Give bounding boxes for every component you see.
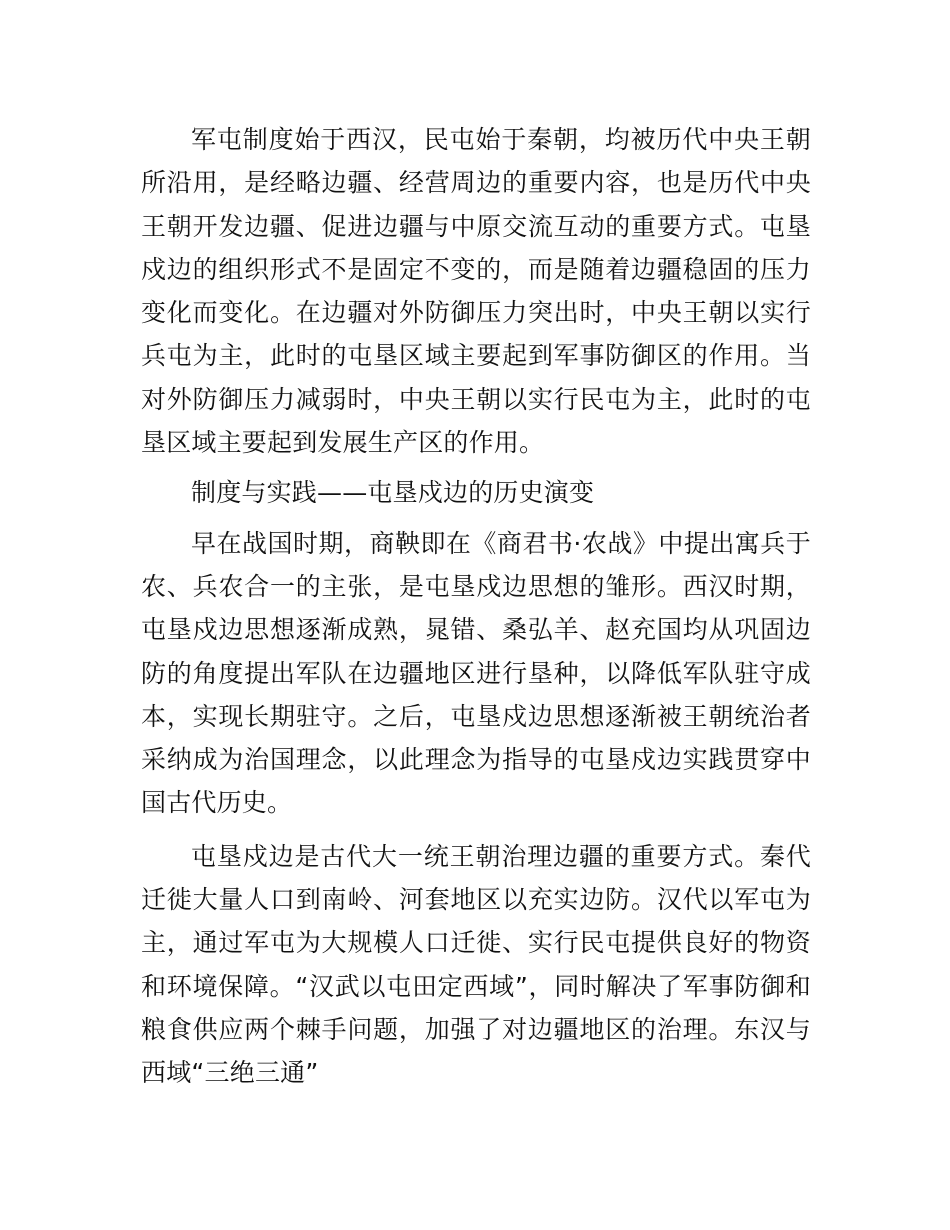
paragraph-intro: 军屯制度始于西汉，民屯始于秦朝，均被历代中央王朝所沿用，是经略边疆、经营周边的重要内容，也是历代中央王朝开发边疆、促进边疆与中原交流互动的重要方式。屯垦戍边的组织形式不是固定不变的，而是随着边疆稳固的压力变化而变化。在边疆对外防御压力突出时，中央王朝以实行兵屯为主，此时的屯垦区域主要起到军事防御区的作用。当对外防御压力减弱时，中央王朝以实行民屯为主，此时的屯垦区域主要起到发展生产区的作用。	[141, 125, 811, 458]
paragraph-unified-dynasties: 屯垦戍边是古代大一统王朝治理边疆的重要方式。秦代迁徙大量人口到南岭、河套地区以充实边防。汉代以军屯为主，通过军屯为大规模人口迁徙、实行民屯提供良好的物资和环境保障。“汉武以屯田定西域”，同时解决了军事防御和粮食供应两个棘手问题，加强了对边疆地区的治理。东汉与西域“三绝三通”	[141, 841, 811, 1088]
document-page	[141, 118, 811, 1095]
paragraph-warring-states: 早在战国时期，商鞅即在《商君书·农战》中提出寓兵于农、兵农合一的主张，是屯垦戍边思想的雏形。西汉时期，屯垦戍边思想逐渐成熟，晁错、桑弘羊、赵充国均从巩固边防的角度提出军队在边疆地区进行垦种，以降低军队驻守成本，实现长期驻守。之后，屯垦戍边思想逐渐被王朝统治者采纳成为治国理念，以此理念为指导的屯垦戍边实践贯穿中国古代历史。	[141, 528, 811, 818]
section-heading: 制度与实践——屯垦戍边的历史演变	[191, 478, 595, 508]
